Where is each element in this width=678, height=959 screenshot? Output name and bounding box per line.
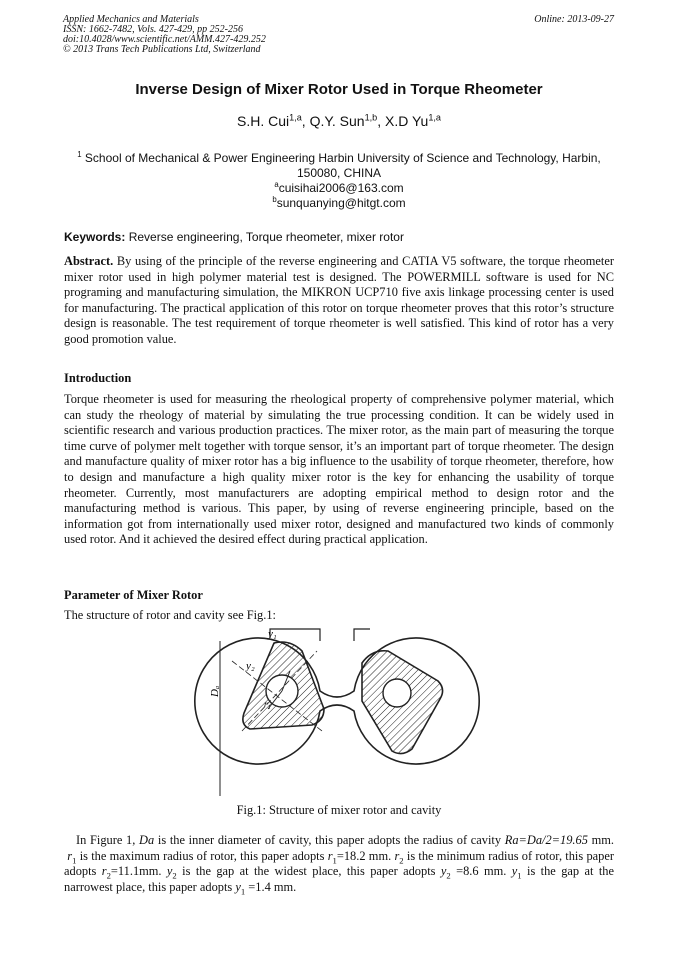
email-a: cuisihai2006@163.com <box>278 181 404 195</box>
text-run: =18.2 mm. <box>336 848 392 863</box>
issn-line: ISSN: 1662-7482, Vols. 427-429, pp 252-256 <box>63 24 243 35</box>
introduction-heading: Introduction <box>64 371 132 385</box>
email-mark: a <box>274 180 279 189</box>
symbol-y2: y <box>440 864 447 879</box>
text-run: =8.6 mm. <box>456 864 507 879</box>
label-y2: y₂ <box>246 660 255 672</box>
online-date: Online: 2013-09-27 <box>534 14 614 25</box>
author-name: X.D Yu <box>385 113 429 129</box>
symbol-y1: y <box>235 879 241 894</box>
symbol-y2: y <box>166 864 173 879</box>
subscript: 2 <box>106 870 111 881</box>
text-run: mm. <box>591 833 614 847</box>
introduction-text: Torque rheometer is used for measuring the rheological property of comprehensive polymer material, which can study the rheology of material by simulating the true processing condition. It can be widely used in scientific research and various production practices. The mixer rotor, as the main part of measuring the torque time curve of polymer melt together with torque sensor, it’s an important part of torque rheometer. The design and manufacture quality of mixer rotor has a big influence to the usability of torque rheometer, therefore, how to design and manufacture a high quality mixer rotor is the key for enhancing the usability of torque rheometer. Currently, most manufacturers are adopting empirical method to design rotor and the manufacturing method is various. This paper, by using of reverse engineering principle, based on the information got from internationally used mixer rotor, designed and manufactured two kinds of commonly used rotor. And it achieved the desired effect during practical application. <box>64 392 614 547</box>
symbol-r1: r <box>327 848 333 863</box>
right-rotor-hub <box>383 679 411 707</box>
abstract-text: By using of the principle of the reverse engineering and CATIA V5 software, the torque rheometer mixer rotor used in high polymer material test is designed. The POWERMILL software is used for NC programing and manufacturing simulation, the MIKRON UCP710 five axis linkage processing center is used for manufacturing. The practical application of this rotor on torque rheometer proves that this rotor’s structure design is reasonable. The test requirement of torque rheometer is well satisfied. This kind of rotor has a very good promotion value. <box>64 254 614 346</box>
subscript: 1 <box>240 886 246 897</box>
journal-header <box>63 15 266 55</box>
affil-line-1: School of Mechanical & Power Engineering Harbin University of Science and Technology, Harbin, <box>84 151 601 165</box>
symbol-y1: y <box>511 864 518 879</box>
affil-mark: 1 <box>77 150 82 159</box>
symbol-r2: r <box>394 848 400 863</box>
subscript: 2 <box>172 870 177 881</box>
author-affil-mark: 1,a <box>428 112 441 123</box>
text-run: =1.4 mm. <box>248 879 297 894</box>
email-b: sunquanying@hitgt.com <box>276 196 406 210</box>
text-run: =11.1mm. <box>110 864 162 879</box>
email-mark: b <box>272 195 277 204</box>
symbol-r1: r <box>67 848 73 863</box>
paper-title: Inverse Design of Mixer Rotor Used in Torque Rheometer <box>135 81 543 98</box>
copyright-line: © 2013 Trans Tech Publications Ltd, Switzerland <box>63 44 261 55</box>
figure-intro: The structure of rotor and cavity see Fig.1: <box>64 608 276 622</box>
label-r1: r₁ <box>264 699 271 709</box>
text-run: is the inner diameter of cavity, this paper adopts the radius of cavity <box>157 833 502 847</box>
author-name: Q.Y. Sun <box>309 113 365 129</box>
equation-ra: Ra=Da/2=19.65 <box>504 833 588 847</box>
text-run: is the maximum radius of rotor, this paper adopts <box>79 848 325 863</box>
abstract <box>64 254 614 348</box>
symbol-da: Da <box>139 833 155 847</box>
parameter-heading: Parameter of Mixer Rotor <box>64 588 203 602</box>
author-affil-mark: 1,a <box>289 112 302 123</box>
mixer-rotor-figure <box>209 621 462 801</box>
label-y1: y₁ <box>268 628 277 640</box>
affiliation-block <box>64 151 614 211</box>
author-name: S.H. Cui <box>237 113 290 129</box>
author-affil-mark: 1,b <box>364 112 378 123</box>
journal-name: Applied Mechanics and Materials <box>63 14 199 25</box>
symbol-r2: r <box>101 864 107 879</box>
author-list: S.H. Cui$^{1,a}$, Q.Y. Sun$^{1,b}$, X.D Yu$^{1,a}$ <box>237 112 441 129</box>
subscript: 2 <box>399 855 404 866</box>
subscript: 1 <box>72 855 77 866</box>
keywords-text: Reverse engineering, Torque rheometer, mixer rotor <box>128 230 404 244</box>
abstract-label: Abstract. <box>64 254 114 268</box>
subscript: 1 <box>517 870 522 881</box>
figure-caption: Fig.1: Structure of mixer rotor and cavity <box>236 803 442 817</box>
keywords-label: Keywords: <box>64 230 126 244</box>
affil-line-2: 150080, CHINA <box>296 166 382 180</box>
cavity-top-notch <box>270 629 320 641</box>
text-run: In Figure 1, <box>76 833 136 847</box>
keywords <box>64 230 614 244</box>
label-da: Dₐ <box>209 685 221 697</box>
doi-line: doi:10.4028/www.scientific.net/AMM.427-429.252 <box>63 34 266 45</box>
parameter-body <box>64 833 614 895</box>
subscript: 1 <box>332 855 337 866</box>
subscript: 2 <box>446 870 451 881</box>
text-run: is the minimum radius of rotor, this paper adopts <box>64 848 614 879</box>
text-run: is the gap at the narrowest place, this paper adopts <box>64 864 614 894</box>
text-run: is the gap at the widest place, this paper adopts <box>182 864 436 879</box>
